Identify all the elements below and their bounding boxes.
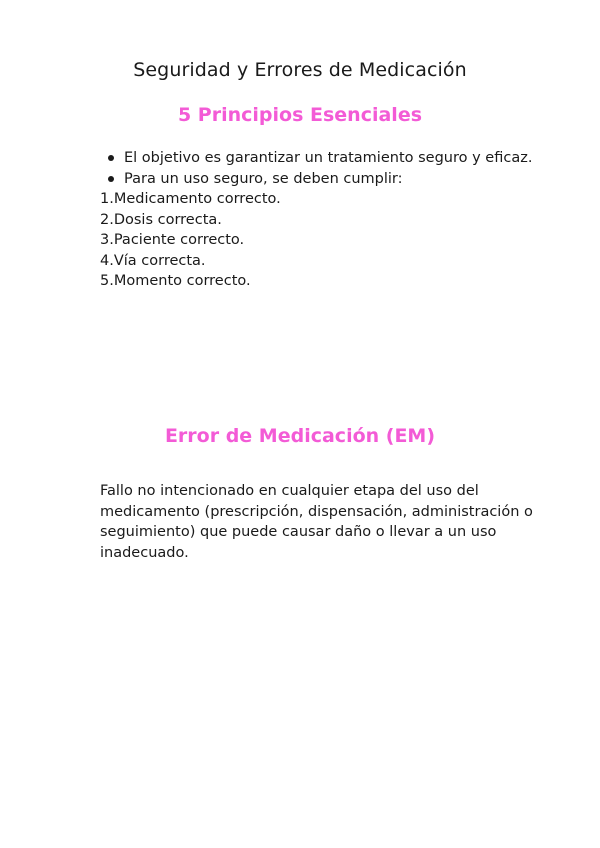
numbered-item: 1.Medicamento correcto.: [100, 191, 281, 207]
numbered-item: 5.Momento correcto.: [100, 273, 251, 289]
numbered-item: 3.Paciente correcto.: [100, 232, 245, 248]
bullet-item-text: Para un uso seguro, se deben cumplir:: [124, 170, 403, 187]
bullet-item: [104, 148, 532, 169]
bullet-item-text: El objetivo es garantizar un tratamiento seguro y eficaz.: [124, 150, 533, 166]
bullet-list: [104, 148, 532, 189]
numbered-item: 2.Dosis correcta.: [100, 211, 222, 228]
numbered-item: 4.Vía correcta.: [100, 252, 206, 269]
section-heading-medication-error: Error de Medicación (EM): [164, 425, 436, 447]
section-heading-principles: 5 Principios Esenciales: [177, 104, 423, 126]
definition-paragraph: Fallo no intencionado en cualquier etapa del uso del medicamento (prescripción, dispensación, administración o seguimiento) que puede causar daño o llevar a un uso inadecuado.: [100, 483, 533, 561]
bullet-item: [104, 169, 532, 190]
document-title: Seguridad y Errores de Medicación: [133, 59, 467, 81]
numbered-list: [100, 189, 281, 292]
bullet-dot-icon: [108, 176, 114, 182]
bullet-dot-icon: [108, 155, 114, 161]
